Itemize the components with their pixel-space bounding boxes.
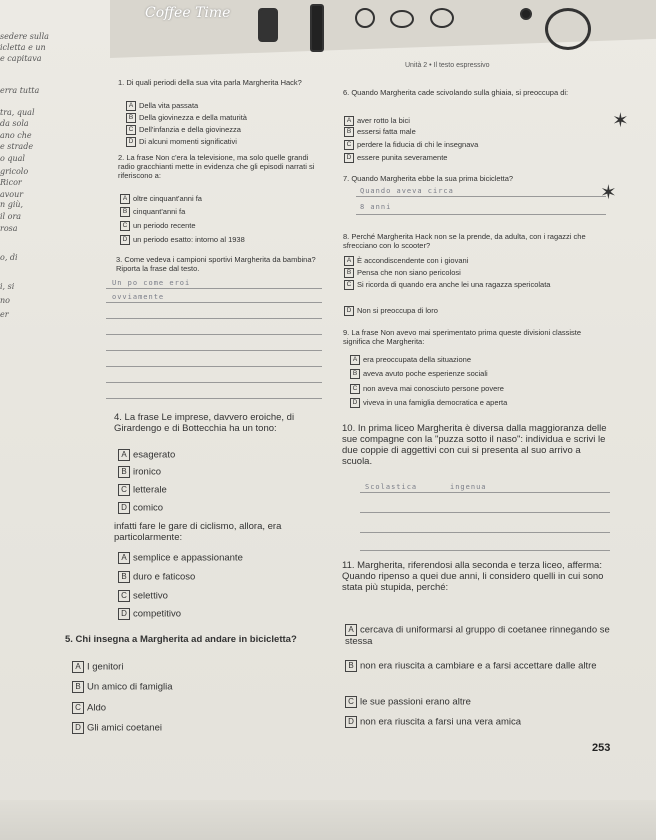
answer-line xyxy=(106,288,322,289)
question-1: 1. Di quali periodi della sua vita parla Margherita Hack? xyxy=(118,78,302,87)
handwritten-answer: ovviamente xyxy=(112,293,165,301)
unit-header: Unità 2 • Il testo espressivo xyxy=(405,62,490,69)
option-b[interactable]: B cinquant'anni fa xyxy=(120,207,185,217)
handwritten-answer: Scolastica xyxy=(365,483,418,491)
option-d[interactable]: D viveva in una famiglia democratica e aperta xyxy=(350,398,507,408)
option-c[interactable]: C Dell'infanzia e della giovinezza xyxy=(126,125,241,135)
option-a[interactable]: A era preoccupata della situazione xyxy=(350,355,471,365)
option-d[interactable]: D Di alcuni momenti significativi xyxy=(126,137,237,147)
margin-text: sedere sulla xyxy=(0,32,49,41)
option-b[interactable]: B Della giovinezza e della maturità xyxy=(126,113,247,123)
option-a[interactable]: A oltre cinquant'anni fa xyxy=(120,194,202,204)
answer-line xyxy=(106,302,322,303)
coffee-grinder-icon xyxy=(310,4,324,52)
option-b[interactable]: B duro e faticoso xyxy=(118,571,195,583)
handwritten-answer: Un po come eroi xyxy=(112,279,191,287)
question-3: 3. Come vedeva i campioni sportivi Margherita da bambina? Riporta la frase dal testo. xyxy=(116,255,316,273)
question-5: 5. Chi insegna a Margherita ad andare in bicicletta? xyxy=(65,634,297,645)
question-4-part-2: infatti fare le gare di ciclismo, allora, era particolarmente: xyxy=(114,521,282,543)
answer-line xyxy=(106,366,322,367)
answer-line xyxy=(356,214,606,215)
option-d[interactable]: D competitivo xyxy=(118,608,181,620)
option-c[interactable]: C Aldo xyxy=(72,702,106,714)
answer-line xyxy=(106,350,322,351)
answer-line xyxy=(106,382,322,383)
margin-text: o, di xyxy=(0,253,18,262)
answer-line xyxy=(106,318,322,319)
banner-title: Coffee Time xyxy=(145,5,231,21)
option-b[interactable]: B Un amico di famiglia xyxy=(72,681,173,693)
option-c[interactable]: C Si ricorda di quando era anche lei una ragazza spericolata xyxy=(344,280,599,290)
option-c[interactable]: C selettivo xyxy=(118,590,168,602)
coffee-bean-icon xyxy=(390,10,414,28)
margin-text: da sola xyxy=(0,119,29,128)
option-d[interactable]: D Non si preoccupa di loro xyxy=(344,306,438,316)
question-7: 7. Quando Margherita ebbe la sua prima bicicletta? xyxy=(343,174,514,183)
option-a[interactable]: A esagerato xyxy=(118,449,175,461)
option-b[interactable]: B aveva avuto poche esperienze sociali xyxy=(350,369,488,379)
option-c[interactable]: C un periodo recente xyxy=(120,221,196,231)
option-a[interactable]: A semplice e appassionante xyxy=(118,552,243,564)
handwritten-answer: Quando aveva circa xyxy=(360,187,454,195)
margin-text: ano che xyxy=(0,131,32,140)
star-doodle-icon: ✶ xyxy=(600,182,617,204)
answer-line xyxy=(360,550,610,551)
margin-text: i, si xyxy=(0,282,15,291)
option-a[interactable]: A aver rotto la bici xyxy=(344,116,410,126)
coffee-cup-icon xyxy=(258,8,278,42)
question-4: 4. La frase Le imprese, davvero eroiche, di Girardengo e di Bottecchia ha un tono: xyxy=(114,412,295,434)
margin-text: Ricor xyxy=(0,178,22,187)
option-b[interactable]: B Pensa che non siano pericolosi xyxy=(344,268,461,278)
answer-line xyxy=(360,532,610,533)
star-doodle-icon: ✶ xyxy=(612,110,629,132)
margin-text: gricolo xyxy=(0,167,29,176)
dot-icon xyxy=(520,8,532,20)
margin-text: e capitava xyxy=(0,54,42,63)
handwritten-answer: 8 anni xyxy=(360,203,392,211)
margin-text: no xyxy=(0,296,10,305)
option-c[interactable]: C perdere la fiducia di chi le insegnava xyxy=(344,140,478,150)
answer-line xyxy=(356,196,606,197)
option-c[interactable]: C non aveva mai conosciuto persone povere xyxy=(350,384,504,394)
margin-text: o qual xyxy=(0,154,25,163)
margin-text: n giù, xyxy=(0,200,24,209)
question-2: 2. La frase Non c'era la televisione, ma solo quelle grandi radio gracchianti mette in evidenza che gli episodi narrati si riferiscono a: xyxy=(118,153,315,180)
margin-text: tra, qual xyxy=(0,108,35,117)
option-b[interactable]: B ironico xyxy=(118,466,161,478)
option-c[interactable]: C letterale xyxy=(118,484,167,496)
answer-line xyxy=(106,334,322,335)
question-11: 11. Margherita, riferendosi alla seconda e terza liceo, afferma: Quando ripenso a quei due anni, li considero quelli in cui sono stata più stupida, perché: xyxy=(342,560,604,593)
question-9: 9. La frase Non avevo mai sperimentato prima queste divisioni classiste significa che Margherita: xyxy=(343,328,582,346)
handwritten-answer: ingenua xyxy=(450,483,487,491)
option-b[interactable]: B non era riuscita a cambiare e a farsi accettare dalle altre xyxy=(345,660,620,672)
option-b[interactable]: B essersi fatta male xyxy=(344,127,416,137)
option-a[interactable]: A È accondiscendente con i giovani xyxy=(344,256,468,266)
coffee-bean-icon xyxy=(430,8,454,28)
option-a[interactable]: A I genitori xyxy=(72,661,123,673)
answer-line xyxy=(106,398,322,399)
coffee-bean-icon xyxy=(355,8,375,28)
question-8: 8. Perché Margherita Hack non se la prende, da adulta, con i ragazzi che sfrecciano con lo scooter? xyxy=(343,232,586,250)
option-d[interactable]: D non era riuscita a farsi una vera amica xyxy=(345,716,521,728)
coffee-beans-icon xyxy=(545,8,591,50)
option-d[interactable]: D essere punita severamente xyxy=(344,153,447,163)
margin-text: avour xyxy=(0,190,24,199)
page-bottom-edge xyxy=(0,800,656,840)
option-c[interactable]: C le sue passioni erano altre xyxy=(345,696,471,708)
margin-text: er xyxy=(0,310,9,319)
answer-line xyxy=(360,492,610,493)
margin-text: icletta e un xyxy=(0,43,46,52)
option-d[interactable]: D un periodo esatto: intorno al 1938 xyxy=(120,235,245,245)
question-10: 10. In prima liceo Margherita è diversa dalla maggioranza delle sue compagne con la "puzza sotto il naso": individua e scrivi le due coppie di aggettivi con cui si presenta al suo arrivo a scuola. xyxy=(342,423,607,467)
margin-text: il ora xyxy=(0,212,22,221)
margin-text: e strade xyxy=(0,142,34,151)
option-a[interactable]: A Della vita passata xyxy=(126,101,198,111)
option-d[interactable]: D Gli amici coetanei xyxy=(72,722,162,734)
option-d[interactable]: D comico xyxy=(118,502,163,514)
margin-text: rosa xyxy=(0,224,18,233)
margin-text: erra tutta xyxy=(0,86,40,95)
option-a[interactable]: A cercava di uniformarsi al gruppo di coetanee rinnegando se stessa xyxy=(345,624,610,647)
answer-line xyxy=(360,512,610,513)
question-6: 6. Quando Margherita cade scivolando sulla ghiaia, si preoccupa di: xyxy=(343,88,569,97)
page-number: 253 xyxy=(592,742,611,754)
